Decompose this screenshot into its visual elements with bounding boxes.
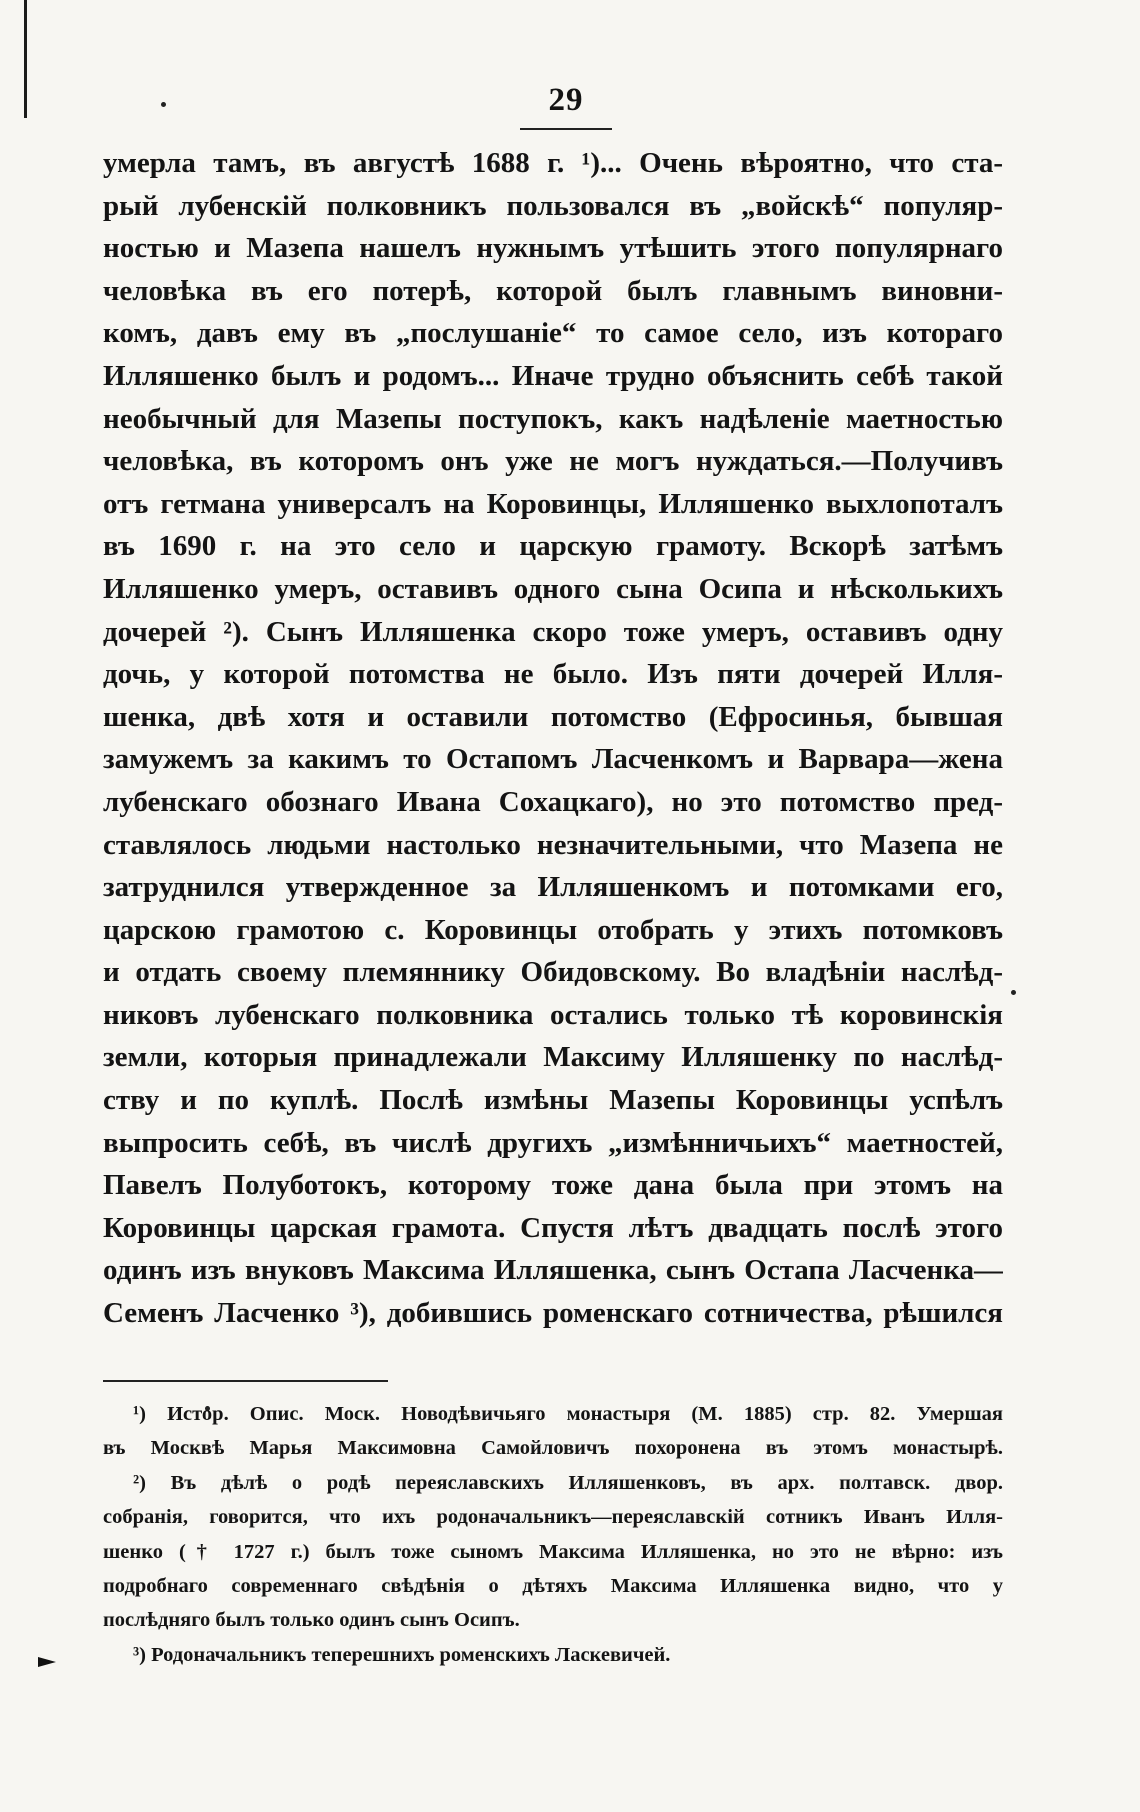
footnote-2-line: подробнаго современнаго свѣдѣнія о дѣтяхъ Максима Илляшенка видно, что у (103, 1574, 1003, 1597)
scan-dot (1011, 990, 1016, 995)
main-text-line: ставлялось людьми настолько незначительными, что Мазепа не (103, 828, 1003, 861)
main-text-line: умерла тамъ, въ августѣ 1688 г. ¹)... Очень вѣроятно, что ста- (103, 147, 1003, 179)
main-text-line: дочь, у которой потомства не было. Изъ пяти дочерей Илля- (103, 658, 1003, 691)
main-text-line: царскою грамотою с. Коровинцы отобрать у этихъ потомковъ (103, 913, 1003, 946)
footnote-2-line: собранія, говорится, что ихъ родоначальникъ—переяславскій сотникъ Иванъ Илля- (103, 1506, 1003, 1529)
scan-margin-line (24, 0, 27, 118)
main-text-line: одинъ изъ внуковъ Максима Илляшенка, сынъ Остапа Ласченка— (103, 1254, 1003, 1287)
main-text-line: Илляшенко былъ и родомъ... Иначе трудно объяснить себѣ такой (103, 359, 1003, 392)
main-text-line: затруднился утвержденное за Илляшенкомъ и потомками его, (103, 871, 1003, 904)
scan-arrow-mark (38, 1657, 56, 1667)
footnote-3-line: ³) Родоначальникъ теперешнихъ роменскихъ Ласкевичей. (133, 1643, 671, 1666)
main-text-line: рый лубенскій полковникъ пользовался въ „войскѣ“ популяр- (103, 189, 1003, 222)
main-text-line: и отдать своему племяннику Обидовскому. Во владѣніи наслѣд- (103, 956, 1003, 989)
main-text-line: человѣка, въ которомъ онъ уже не могъ нуждаться.—Получивъ (103, 445, 1003, 478)
footnote-separator (103, 1380, 388, 1382)
footnote-1-line: ¹) Истор. Опис. Моск. Новодѣвичьяго монастыря (М. 1885) стр. 82. Умершая (133, 1403, 1003, 1425)
main-text-line: Коровинцы царская грамота. Спустя лѣтъ двадцать послѣ этого (103, 1211, 1003, 1244)
main-text-line: ству и по куплѣ. Послѣ измѣны Мазепы Коровинцы успѣлъ (103, 1084, 1003, 1117)
main-text-line: человѣка въ его потерѣ, которой былъ главнымъ виновни- (103, 274, 1003, 307)
main-text-line: выпросить себѣ, въ числѣ другихъ „измѣнничьихъ“ маетностей, (103, 1126, 1003, 1159)
main-text-line: замужемъ за какимъ то Остапомъ Ласченкомъ и Варвара—жена (103, 743, 1003, 776)
main-text-line: никовъ лубенскаго полковника остались только тѣ коровинскія (103, 998, 1003, 1031)
main-text-line: дочерей ²). Сынъ Илляшенка скоро тоже умеръ, оставивъ одну (103, 615, 1003, 648)
main-text-line: Илляшенко умеръ, оставивъ одного сына Осипа и нѣсколькихъ (103, 572, 1003, 605)
footnotes-block (103, 1397, 1003, 1672)
footnote-2-line: послѣдняго былъ только одинъ сынъ Осипъ. (103, 1609, 520, 1632)
page-number: 29 (548, 82, 584, 118)
footnote-2-line: ²) Въ дѣлѣ о родѣ переяславскихъ Илляшенковъ, въ арх. полтавск. двор. (133, 1471, 1003, 1494)
main-text-line: въ 1690 г. на это село и царскую грамоту. Вскорѣ затѣмъ (103, 530, 1003, 563)
main-text-line: земли, которыя принадлежали Максиму Илляшенку по наслѣд- (103, 1041, 1003, 1074)
main-text-line: отъ гетмана универсалъ на Коровинцы, Илляшенко выхлопоталъ (103, 487, 1003, 520)
footnote-2-line: шенко († 1727 г.) былъ тоже сыномъ Максима Илляшенка, но это не вѣрно: изъ (103, 1540, 1003, 1563)
footnote-1-line: въ Москвѣ Марья Максимовна Самойловичъ похоронена въ этомъ монастырѣ. (103, 1437, 1003, 1460)
main-text-line: Павелъ Полуботокъ, которому тоже дана была при этомъ на (103, 1169, 1003, 1202)
page-number-rule (520, 128, 612, 130)
scan-dot (161, 102, 166, 107)
main-text-line: комъ, давъ ему въ „послушаніе“ то самое село, изъ котораго (103, 317, 1003, 350)
main-text-line: лубенскаго обознаго Ивана Сохацкаго), но это потомство пред- (103, 785, 1003, 818)
main-text-line: необычный для Мазепы поступокъ, какъ надѣленіе маетностью (103, 402, 1003, 435)
main-text-block (103, 142, 1003, 1335)
main-text-line: шенка, двѣ хотя и оставили потомство (Ефросинья, бывшая (103, 700, 1003, 733)
main-text-line: Семенъ Ласченко ³), добившись роменскаго сотничества, рѣшился (103, 1297, 1003, 1330)
main-text-line: ностью и Мазепа нашелъ нужнымъ утѣшить этого популярнаго (103, 232, 1003, 265)
